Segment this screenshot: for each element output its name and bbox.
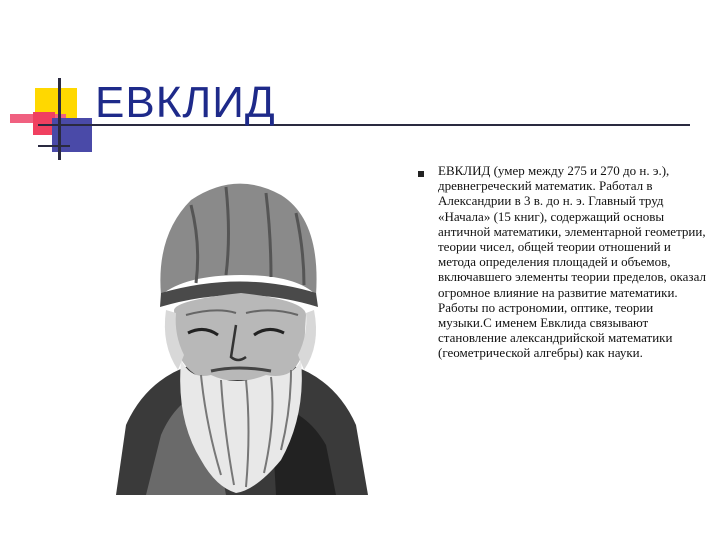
euclid-portrait — [106, 175, 376, 495]
biography-text: ЕВКЛИД (умер между 275 и 270 до н. э.), древнегреческий математик. Работал в Александрии в 3 в. до н. э. Главный труд «Начала» (15 книг), содержащий основы античной математики, элементарной геометрии, теории чисел, общей теории отношений и метода определения площадей и объемов, включавшего элементы теории пределов, оказал огромное влияние на развитие математики. Работы по астрономии, оптике, теории музыки.С именем Евклида связывают становление александрийской математики (геометрической алгебры) как науки. — [438, 163, 706, 361]
decor-vertical-line — [58, 78, 61, 160]
decor-short-line — [38, 145, 70, 147]
list-bullet — [418, 171, 424, 177]
slide-title: ЕВКЛИД — [95, 78, 276, 127]
